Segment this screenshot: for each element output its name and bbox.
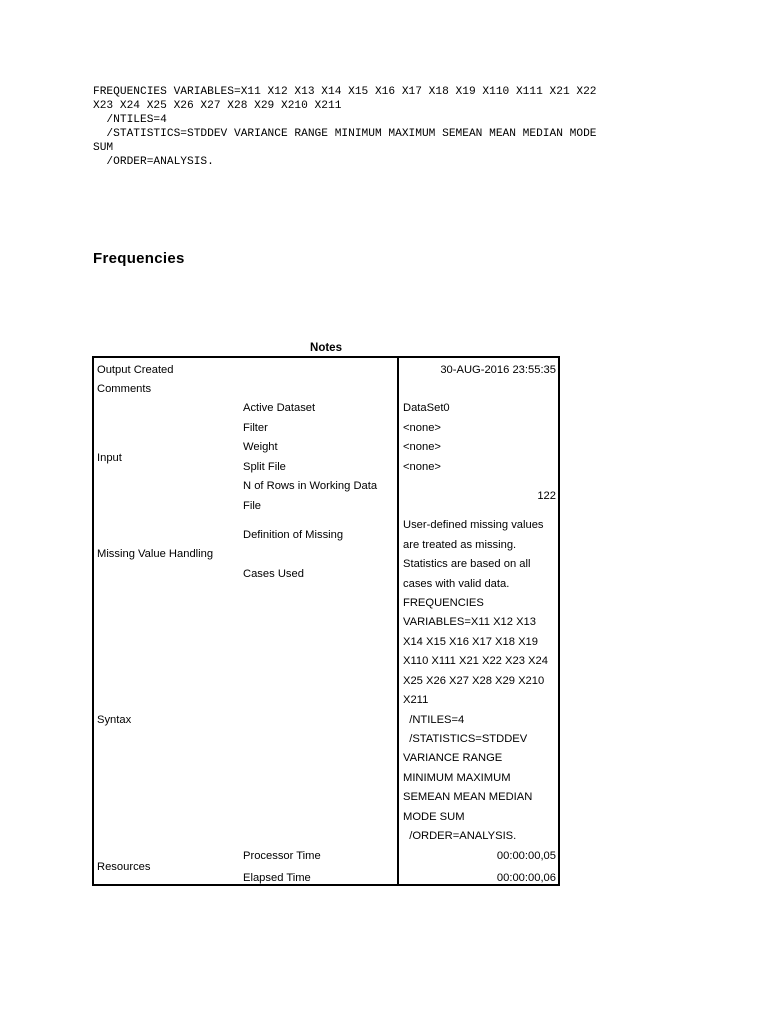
syntax-value-line: MODE SUM — [403, 811, 465, 823]
cases-used-label: Cases Used — [243, 568, 304, 580]
active-dataset-value: DataSet0 — [403, 402, 450, 414]
syntax-value-line: MINIMUM MAXIMUM — [403, 772, 511, 784]
filter-value: <none> — [403, 422, 441, 434]
notes-table — [92, 356, 560, 888]
syntax-value-line: X110 X111 X21 X22 X23 X24 — [403, 655, 548, 667]
syntax-label: Syntax — [97, 714, 132, 726]
n-rows-label-line2: File — [243, 500, 262, 512]
processor-time-value: 00:00:00,05 — [496, 850, 556, 862]
processor-time-label: Processor Time — [243, 850, 321, 862]
weight-value: <none> — [403, 441, 441, 453]
active-dataset-label: Active Dataset — [243, 402, 316, 414]
n-rows-value: 122 — [537, 490, 556, 502]
elapsed-time-label: Elapsed Time — [243, 872, 311, 884]
syntax-value-line: /STATISTICS=STDDEV — [403, 733, 528, 745]
cases-used-value: Statistics are based on all cases with valid data. — [403, 558, 531, 590]
syntax-value-line: VARIANCE RANGE — [403, 752, 503, 764]
syntax-command: FREQUENCIES VARIABLES=X11 X12 X13 X14 X15 X16 X17 X18 X19 X110 X111 X21 X22 X23 X24 X25 X26 X27 X28 X29 X210 X211 /NTILES=4 /STATISTICS=STDDEV VARIANCE RANGE MINIMUM MAXIMUM SEMEAN MEAN MEDIAN MODE SUM /ORDER=ANALYSIS. — [93, 86, 597, 168]
syntax-value-line: FREQUENCIES — [403, 597, 484, 609]
missing-value-handling-label: Missing Value Handling — [97, 548, 214, 560]
notes-table-caption: Notes — [310, 342, 342, 354]
syntax-value-line: X25 X26 X27 X28 X29 X210 — [403, 675, 545, 687]
syntax-value-line: SEMEAN MEAN MEDIAN — [403, 791, 533, 803]
filter-label: Filter — [243, 422, 268, 434]
n-rows-label-line1: N of Rows in Working Data — [243, 480, 378, 492]
syntax-value-line: VARIABLES=X11 X12 X13 — [403, 616, 536, 628]
definition-of-missing-value: User-defined missing values are treated as missing. — [403, 519, 544, 551]
syntax-value-line: X211 — [403, 694, 429, 706]
syntax-value-line: /ORDER=ANALYSIS. — [403, 830, 517, 842]
syntax-value-line: /NTILES=4 — [403, 714, 465, 726]
weight-label: Weight — [243, 441, 278, 453]
resources-label: Resources — [97, 861, 151, 873]
section-title: Frequencies — [93, 250, 185, 267]
input-label: Input — [97, 452, 122, 464]
syntax-value-line: X14 X15 X16 X17 X18 X19 — [403, 636, 538, 648]
definition-of-missing-label: Definition of Missing — [243, 529, 344, 541]
split-file-value: <none> — [403, 461, 441, 473]
comments-label: Comments — [97, 383, 152, 395]
elapsed-time-value: 00:00:00,06 — [496, 872, 556, 884]
output-created-label: Output Created — [97, 364, 174, 376]
output-created-value: 30-AUG-2016 23:55:35 — [440, 364, 556, 376]
split-file-label: Split File — [243, 461, 286, 473]
